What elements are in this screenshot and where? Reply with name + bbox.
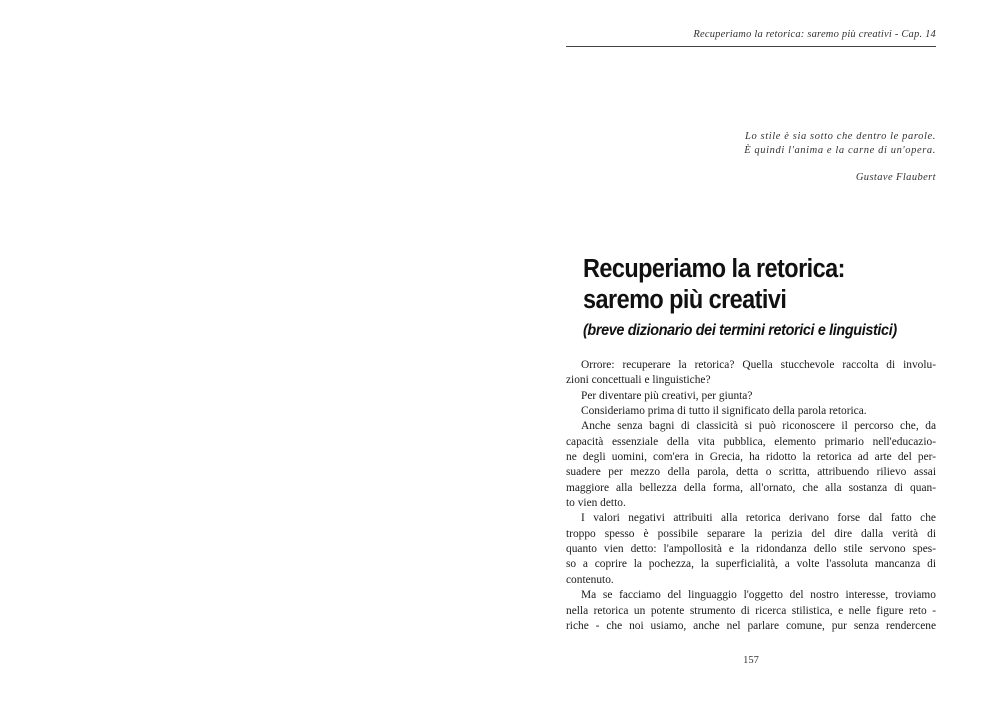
body-line: Anche senza bagni di classicità si può riconoscere il percorso che, da	[581, 420, 936, 433]
body-line: zioni concettuali e linguistiche?	[566, 374, 711, 387]
body-line: ne degli uomini, com'era in Grecia, ha ridotto la retorica ad arte del per-	[566, 451, 936, 464]
chapter-subtitle: (breve dizionario dei termini retorici e linguistici)	[583, 322, 897, 339]
body-line: maggiore alla bellezza della forma, all'ornato, che alla sostanza di quan-	[566, 481, 936, 494]
body-line: Ma se facciamo del linguaggio l'oggetto del nostro interesse, troviamo	[581, 589, 936, 602]
body-line: Consideriamo prima di tutto il significato della parola retorica.	[581, 405, 867, 418]
chapter-title	[583, 254, 914, 316]
epigraph	[566, 130, 936, 158]
epigraph-line: Lo stile è sia sotto che dentro le parole.	[745, 131, 936, 142]
body-text	[566, 358, 936, 634]
body-line: Per diventare più creativi, per giunta?	[581, 389, 753, 402]
body-line: to vien detto.	[566, 497, 626, 510]
epigraph-line: È quindi l'anima e la carne di un'opera.	[744, 145, 936, 156]
body-line: nella retorica un potente strumento di ricerca stilistica, e nelle figure reto -	[566, 604, 936, 617]
body-line: riche - che noi usiamo, anche nel parlare comune, pur senza rendercene	[566, 619, 936, 632]
header-rule	[566, 46, 936, 47]
body-line: contenuto.	[566, 573, 614, 586]
epigraph-author: Gustave Flaubert	[855, 172, 936, 183]
body-line: suadere per mezzo della parola, detta o scritta, attribuendo rilievo assai	[566, 466, 936, 479]
page-number: 157	[743, 655, 759, 666]
chapter-title-line: saremo più creativi	[583, 286, 787, 314]
body-line: Orrore: recuperare la retorica? Quella stucchevole raccolta di involu-	[581, 359, 936, 371]
chapter-title-line: Recuperiamo la retorica:	[583, 255, 845, 283]
body-line: I valori negativi attribuiti alla retorica derivano forse dal fatto che	[581, 512, 936, 525]
body-line: capacità essenziale della vita pubblica, elemento primario nell'educazio-	[566, 435, 936, 448]
body-line: quanto vien detto: l'ampollosità e la ridondanza dello stile servono spes-	[566, 543, 936, 556]
body-line: so a coprire la pochezza, la superficialità, a volte l'assoluta mancanza di	[566, 558, 936, 571]
body-line: troppo spesso è possibile separare la perizia del dire dalla verità di	[566, 527, 936, 540]
running-head: Recuperiamo la retorica: saremo più creativi - Cap. 14	[693, 29, 936, 40]
